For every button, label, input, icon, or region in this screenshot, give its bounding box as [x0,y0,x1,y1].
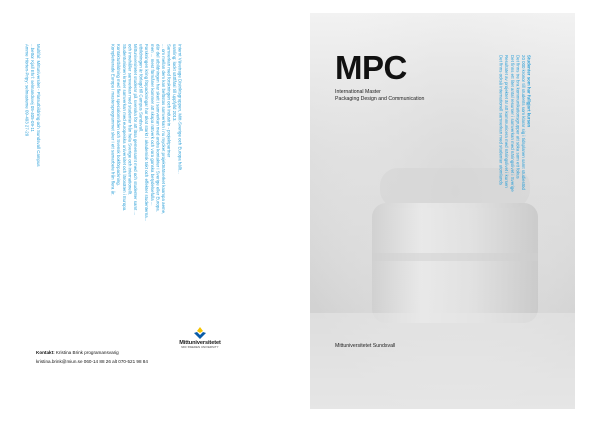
body-column-line: Kontaktutbildning med flera specialområden och Svensk bokförpackning. [116,44,122,186]
cover-column-line: Resultatet av projektet är att kommunicera med näringslivet i kursen [504,55,510,188]
contact-column-line: Amme Hörten-Pripy: selmasteme 09-403 27-20 [24,44,30,137]
body-column-line: samling: lockt sättfåtal till uppfylld 2013. [172,44,178,122]
cover-column-line: 20 000 kronor till students som klarar sig i tidsplanen samt studiestöd [520,55,526,190]
subtitle-line-1: International Master [335,89,381,95]
body-column-line: utbildningen är förlagd till Campus Sundsvall. [138,44,144,133]
contact-block [36,349,148,366]
body-column-line: Internt Vävetrage Distriktsgruppen, Mitt-Sverige och Europa hällt... [177,44,183,174]
cover-column-line: Det finns tre bra kommunikationsgrupper att söka som ett fokus [515,55,521,179]
contact-line-1 [36,349,148,358]
contact-column-line: ...bettor Kjall Ehrl: selmandsvej 05-405-09-11 [30,44,36,132]
body-column-line: men ... mest förmåner kommer att skapa nätverk och vara ganska betydelsefulla ... [149,44,155,206]
body-column-line: Forskningen kring förpackningar har ökat starkt i akademisk takt och effekter studenterna... [144,44,150,222]
body-column-line: och innehåller samverkan med studenter från hela Sverige och internationellt. [127,44,133,196]
cover-title: MPC [335,49,407,86]
body-column-line: Samverkan med forskningen och industrin - projektpartner [166,44,172,158]
contact-column-line: Multifal: Mittuniversitet - Platsutbildning och Sundsvall Campus [35,44,41,167]
body-column-line: Studentunionen kräver samverkan med europeiska universitet och lärosäten i Europa. [121,44,127,212]
logo-subtitle: MID SWEDEN UNIVERSITY [181,346,219,349]
contact-details: kristina.brink@miun.se 060-14 88 26 alt 070-521 98 84 [36,358,148,364]
cover-column-heading: Studenter som har fullgjort kursen [526,55,532,128]
body-column-line: Mittuniversitetet studerar på svenska för att läsa gemensamt med och studenter samt ... [132,44,138,216]
vertical-contact-column [24,44,41,214]
contact-person: Kristina Brink programansvarig [55,350,119,355]
subtitle-line-2: Packaging Design and Communication [335,96,425,102]
university-logo-icon [193,327,207,339]
body-column-line: där del utbildningen har skett i samverkan med andra kontakter i Sverige eller Europa. [155,44,161,212]
university-logo [176,327,224,349]
vertical-body-column [110,44,183,299]
right-page-cover [310,13,575,409]
body-column-line: ... om mellan dem kan befästas samverkan i nu mycket projektnätverket kaampa aeme, [160,44,166,215]
publisher-name: Mittuniversitetet Sundsvall [335,343,396,349]
cover-column-line: Det finns ett litet antal resurser i samverkan med näringslivet i Sverige [509,55,515,192]
vertical-cover-column [498,55,532,225]
logo-name: Mittuniversitetet [179,340,221,346]
contact-label: Kontakt: [36,350,55,355]
body-column-line: Kompletterade Europa i mastersprogrammet sker i ett samarbete från flera år. [110,44,116,196]
cover-subtitle [335,89,424,103]
cover-column-line: Det finns också internationell samverkan med studenter utomlands [498,55,504,186]
